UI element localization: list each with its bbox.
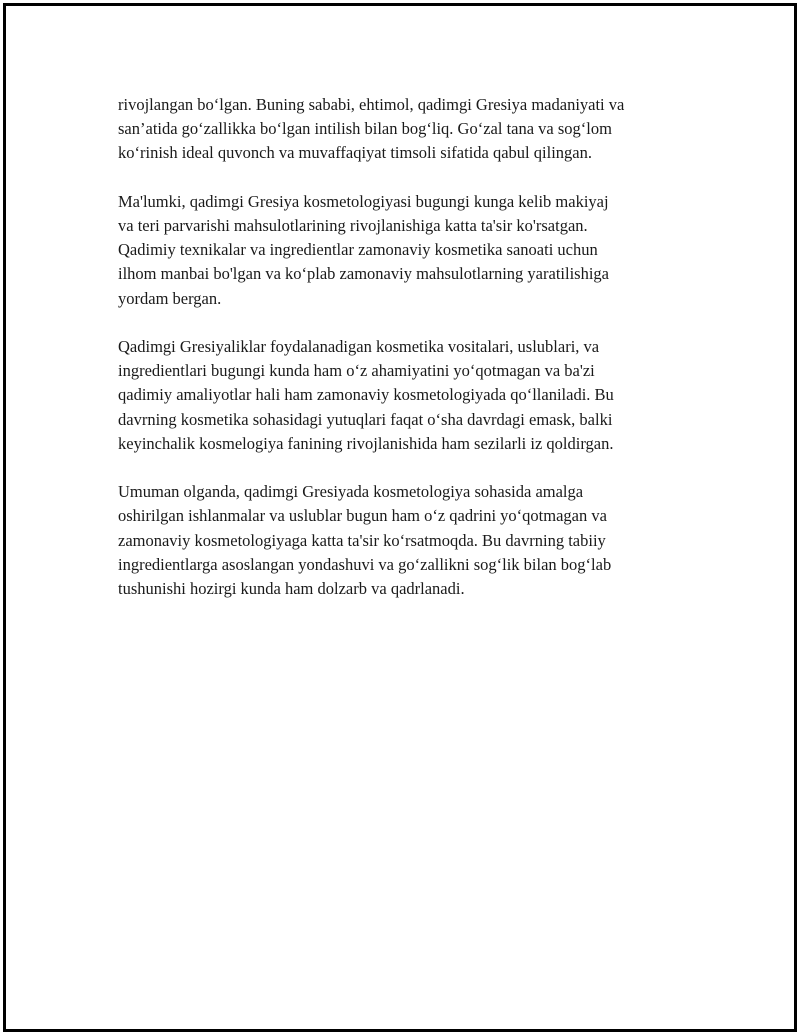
paragraph-3: Qadimgi Gresiyaliklar foydalanadigan kosmetika vositalari, uslublari, va ingredientlari bugungi kunda ham o‘z ahamiyatini yo‘qotmagan va ba'zi qadimiy amaliyotlar hali ham zamonaviy kosmetologiyada qo‘llaniladi. Bu davrning kosmetika sohasidagi yutuqlari faqat o‘sha davrdagi emask, balki keyinchalik kosmelogiya fanining rivojlanishida ham sezilarli iz qoldirgan. <box>118 337 614 453</box>
document-body <box>118 93 698 625</box>
paragraph-1: rivojlangan bo‘lgan. Buning sababi, ehtimol, qadimgi Gresiya madaniyati va san’atida go‘zallikka bo‘lgan intilish bilan bog‘liq. Go‘zal tana va sog‘lom ko‘rinish ideal quvonch va muvaffaqiyat timsoli sifatida qabul qilingan. <box>118 95 625 163</box>
paragraph-2: Ma'lumki, qadimgi Gresiya kosmetologiyasi bugungi kunga kelib makiyaj va teri parvarishi mahsulotlarining rivojlanishiga katta ta'sir ko'rsatgan. Qadimiy texnikalar va ingredientlar zamonaviy kosmetika sanoati uchun ilhom manbai bo'lgan va ko‘plab zamonaviy mahsulotlarning yaratilishiga yordam bergan. <box>118 191 609 308</box>
paragraph-4: Umuman olganda, qadimgi Gresiyada kosmetologiya sohasida amalga oshirilgan ishlanmalar va uslublar bugun ham o‘z qadrini yo‘qotmagan va zamonaviy kosmetologiyaga katta ta'sir ko‘rsatmoqda. Bu davrning tabiiy ingredientlarga asoslangan yondashuvi va go‘zallikni sog‘lik bilan bog‘lab tushunishi hozirgi kunda ham dolzarb va qadrlanadi. <box>118 482 612 599</box>
